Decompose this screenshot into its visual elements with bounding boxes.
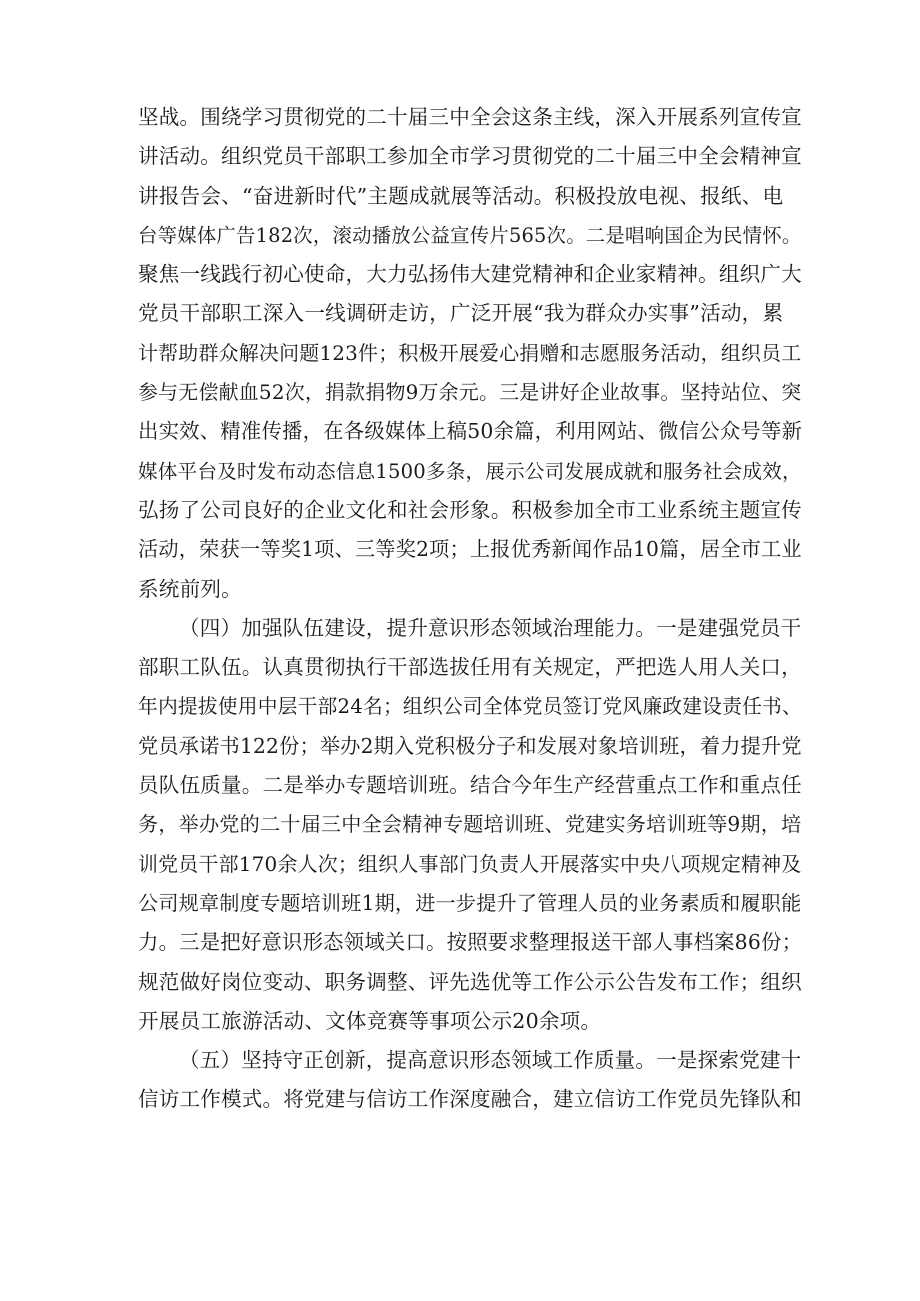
text-line: 讲活动。组织党员干部职工参加全市学习贯彻党的二十届三中全会精神宣 (138, 144, 802, 169)
text-line: 公司规章制度专题培训班1期，进一步提升了管理人员的业务素质和履职能 (138, 890, 802, 915)
text-line: 出实效、精准传播，在各级媒体上稿50余篇，利用网站、微信公众号等新 (138, 419, 803, 444)
text-line: 部职工队伍。认真贯彻执行干部选拔任用有关规定，严把选人用人关口， (138, 655, 802, 680)
text-line: 台等媒体广告182次，滚动播放公益宣传片565次。二是唱响国企为民情怀。 (138, 223, 802, 247)
text-line: 弘扬了公司良好的企业文化和社会形象。积极参加全市工业系统主题宣传 (138, 497, 802, 522)
text-line: 务，举办党的二十届三中全会精神专题培训班、党建实务培训班等9期，培 (138, 812, 802, 837)
text-line: 年内提拔使用中层干部24名；组织公司全体党员签订党风廉政建设责任书、 (138, 695, 802, 719)
text-line: 活动，荣获一等奖1项、三等奖2项；上报优秀新闻作品10篇，居全市工业 (138, 537, 802, 562)
text-line: 信访工作模式。将党建与信访工作深度融合，建立信访工作党员先锋队和 (138, 1087, 802, 1112)
paragraph-start-line: （五）坚持守正创新，提高意识形态领域工作质量。一是探索党建十 (179, 1048, 802, 1073)
text-line: 力。三是把好意识形态领域关口。按照要求整理报送干部人事档案86份； (138, 930, 803, 955)
text-line: 坚战。围绕学习贯彻党的二十届三中全会这条主线，深入开展系列宣传宣 (138, 105, 802, 129)
text-line: 开展员工旅游活动、文体竞赛等事项公示20余项。 (138, 1008, 602, 1033)
text-line: 员队伍质量。二是举办专题培训班。结合今年生产经营重点工作和重点任 (138, 773, 802, 798)
text-line: 计帮助群众解决问题123件；积极开展爱心捐赠和志愿服务活动，组织员工 (138, 340, 802, 365)
text-line: 聚焦一线践行初心使命，大力弘扬伟大建党精神和企业家精神。组织广大 (138, 262, 802, 287)
text-line: 媒体平台及时发布动态信息1500多条，展示公司发展成就和服务社会成效， (138, 459, 802, 483)
text-line: 规范做好岗位变动、职务调整、评先选优等工作公示公告发布工作；组织 (138, 969, 802, 994)
text-line: 参与无偿献血52次，捐款捐物9万余元。三是讲好企业故事。坚持站位、突 (138, 380, 802, 405)
text-line: 党员承诺书122份；举办2期入党积极分子和发展对象培训班，着力提升党 (138, 733, 802, 758)
document-body (138, 98, 802, 1120)
text-line: 讲报告会、“奋进新时代”主题成就展等活动。积极投放电视、报纸、电 (138, 183, 784, 208)
text-line: 系统前列。 (138, 576, 242, 601)
paragraph-start-line: （四）加强队伍建设，提升意识形态领域治理能力。一是建强党员干 (179, 615, 802, 640)
text-line: 训党员干部170余人次；组织人事部门负责人开展落实中央八项规定精神及 (138, 851, 802, 876)
text-line: 党员干部职工深入一线调研走访，广泛开展“我为群众办实事”活动，累 (138, 301, 784, 326)
